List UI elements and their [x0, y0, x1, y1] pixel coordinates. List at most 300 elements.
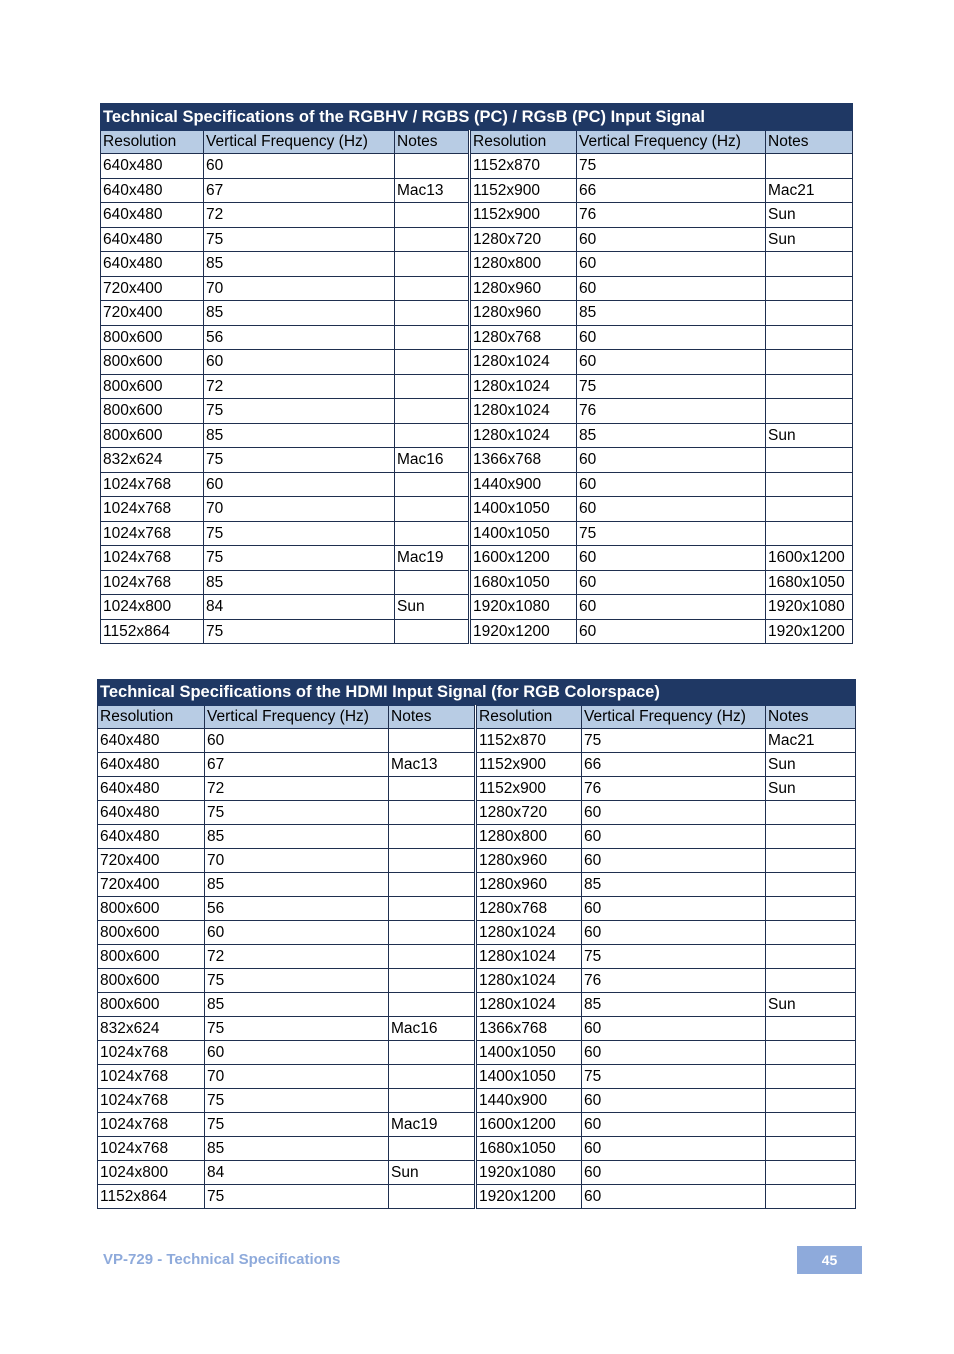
table-cell: [766, 252, 853, 277]
table-cell: [766, 897, 856, 921]
table-cell: 640x480: [98, 753, 205, 777]
table-cell: 1680x1050: [470, 570, 577, 595]
table-cell: 56: [205, 897, 389, 921]
table-cell: 1024x800: [98, 1161, 205, 1185]
table-cell: 800x600: [98, 921, 205, 945]
table-cell: 75: [582, 1065, 766, 1089]
table-cell: 800x600: [98, 969, 205, 993]
table-cell: Mac21: [766, 178, 853, 203]
table-cell: 1280x960: [476, 873, 582, 897]
table-cell: 1440x900: [476, 1089, 582, 1113]
table-cell: 72: [205, 777, 389, 801]
table-row: [98, 753, 856, 777]
table-cell: 1280x720: [470, 227, 577, 252]
table-cell: [389, 1185, 476, 1209]
table-cell: 1280x1024: [476, 969, 582, 993]
table-cell: [766, 1185, 856, 1209]
table-row: [101, 325, 853, 350]
table-cell: [389, 1137, 476, 1161]
column-header: Resolution: [476, 706, 582, 729]
table-cell: 1024x768: [101, 546, 204, 571]
table-cell: 720x400: [101, 301, 204, 326]
table-row: [98, 777, 856, 801]
table-cell: 720x400: [98, 849, 205, 873]
table-row: [98, 801, 856, 825]
table-cell: 720x400: [98, 873, 205, 897]
table-cell: 84: [204, 595, 395, 620]
table-cell: 60: [577, 227, 766, 252]
table-cell: 85: [204, 252, 395, 277]
table-cell: 720x400: [101, 276, 204, 301]
table-cell: Sun: [766, 227, 853, 252]
table-cell: 1152x900: [470, 203, 577, 228]
table-cell: [395, 252, 470, 277]
table-cell: [395, 301, 470, 326]
table-row: [101, 178, 853, 203]
table-cell: 1152x900: [470, 178, 577, 203]
table-cell: 60: [205, 729, 389, 753]
table-cell: 640x480: [98, 825, 205, 849]
table-cell: 1024x768: [98, 1041, 205, 1065]
table-cell: 1280x1024: [476, 945, 582, 969]
table-cell: [766, 945, 856, 969]
table-cell: [389, 873, 476, 897]
table-cell: 800x600: [101, 325, 204, 350]
table-cell: 60: [204, 472, 395, 497]
rgbhv-spec-table-body: [101, 104, 853, 644]
table-row: [98, 1185, 856, 1209]
table-cell: [766, 801, 856, 825]
table-cell: 1280x1024: [470, 399, 577, 424]
table-cell: [395, 399, 470, 424]
table-cell: 60: [582, 921, 766, 945]
table-cell: 640x480: [101, 178, 204, 203]
table-row: [98, 729, 856, 753]
table-cell: 66: [577, 178, 766, 203]
table-cell: [389, 993, 476, 1017]
table-cell: [389, 969, 476, 993]
table-row: [98, 1113, 856, 1137]
table-cell: [766, 301, 853, 326]
table-cell: 1680x1050: [766, 570, 853, 595]
table-row: [98, 1017, 856, 1041]
table-cell: Sun: [766, 753, 856, 777]
table-cell: 60: [582, 825, 766, 849]
table-cell: 67: [204, 178, 395, 203]
table-cell: 832x624: [101, 448, 204, 473]
table-cell: [395, 154, 470, 179]
table-cell: 800x600: [98, 897, 205, 921]
table-cell: 1600x1200: [476, 1113, 582, 1137]
table-cell: 75: [205, 1017, 389, 1041]
table-cell: 800x600: [98, 945, 205, 969]
table-row: [101, 570, 853, 595]
table-cell: 60: [582, 1041, 766, 1065]
table-row: [101, 619, 853, 644]
table-cell: 60: [577, 252, 766, 277]
table-cell: 70: [204, 497, 395, 522]
table-cell: 1152x870: [470, 154, 577, 179]
table-cell: [395, 227, 470, 252]
table-cell: 85: [205, 993, 389, 1017]
table-cell: 800x600: [101, 374, 204, 399]
table-row: [98, 921, 856, 945]
table-cell: 60: [582, 1017, 766, 1041]
table-cell: 1920x1080: [766, 595, 853, 620]
table-cell: Mac16: [395, 448, 470, 473]
table-cell: 800x600: [101, 399, 204, 424]
table-cell: 1280x960: [476, 849, 582, 873]
column-header: Vertical Frequency (Hz): [577, 131, 766, 154]
table-cell: [395, 374, 470, 399]
table-cell: 1024x768: [98, 1065, 205, 1089]
table-cell: 1920x1080: [476, 1161, 582, 1185]
table-cell: 75: [204, 227, 395, 252]
table-cell: Mac19: [395, 546, 470, 571]
table-cell: [766, 1041, 856, 1065]
table-cell: 1920x1200: [470, 619, 577, 644]
table-cell: [766, 921, 856, 945]
table-cell: [395, 325, 470, 350]
table-cell: Mac21: [766, 729, 856, 753]
table-cell: 1152x900: [476, 753, 582, 777]
table-cell: 1280x1024: [476, 993, 582, 1017]
table-cell: 640x480: [101, 203, 204, 228]
table-row: [101, 252, 853, 277]
table-row: [101, 227, 853, 252]
table-cell: 85: [205, 873, 389, 897]
table-row: [98, 1089, 856, 1113]
table-cell: 60: [204, 154, 395, 179]
table-row: [101, 423, 853, 448]
table-cell: 1280x800: [470, 252, 577, 277]
table-cell: 1366x768: [470, 448, 577, 473]
rgbhv-spec-table: [100, 103, 853, 644]
table-cell: [766, 1113, 856, 1137]
table-cell: 75: [204, 399, 395, 424]
table-cell: [766, 276, 853, 301]
table-title: Technical Specifications of the HDMI Input Signal (for RGB Colorspace): [98, 680, 856, 706]
table-cell: 56: [204, 325, 395, 350]
table-cell: [766, 1089, 856, 1113]
table-cell: 640x480: [101, 252, 204, 277]
table-row: [98, 825, 856, 849]
table-cell: 60: [577, 448, 766, 473]
table-cell: 75: [204, 546, 395, 571]
table-cell: 75: [205, 969, 389, 993]
table-cell: 72: [204, 374, 395, 399]
table-cell: 640x480: [98, 801, 205, 825]
table-cell: 1280x800: [476, 825, 582, 849]
table-cell: 60: [205, 921, 389, 945]
footer-title: VP-729 - Technical Specifications: [103, 1251, 341, 1268]
table-cell: [766, 1065, 856, 1089]
table-cell: 75: [205, 1113, 389, 1137]
column-header: Notes: [766, 131, 853, 154]
table-row: [101, 448, 853, 473]
table-cell: 1024x768: [98, 1089, 205, 1113]
table-cell: 75: [577, 154, 766, 179]
table-cell: [766, 1137, 856, 1161]
table-cell: 1152x864: [101, 619, 204, 644]
table-cell: 1024x768: [101, 521, 204, 546]
table-cell: [389, 729, 476, 753]
table-cell: 85: [577, 423, 766, 448]
table-cell: 1280x1024: [470, 350, 577, 375]
table-cell: 640x480: [101, 227, 204, 252]
table-row: [98, 1065, 856, 1089]
table-cell: 640x480: [98, 729, 205, 753]
table-row: [101, 203, 853, 228]
table-cell: 60: [577, 472, 766, 497]
table-cell: 1680x1050: [476, 1137, 582, 1161]
table-row: [98, 873, 856, 897]
table-cell: [766, 1017, 856, 1041]
table-cell: 60: [582, 1185, 766, 1209]
table-cell: 67: [205, 753, 389, 777]
table-cell: 75: [582, 945, 766, 969]
table-cell: 75: [205, 801, 389, 825]
table-cell: 60: [577, 546, 766, 571]
table-row: [101, 276, 853, 301]
page-number: 45: [797, 1246, 862, 1274]
table-cell: 1152x864: [98, 1185, 205, 1209]
column-header: Notes: [395, 131, 470, 154]
table-cell: 60: [582, 1137, 766, 1161]
table-row: [98, 1161, 856, 1185]
table-cell: 800x600: [101, 350, 204, 375]
table-cell: [395, 203, 470, 228]
table-cell: Sun: [395, 595, 470, 620]
table-row: [98, 1137, 856, 1161]
column-header: Vertical Frequency (Hz): [205, 706, 389, 729]
table-cell: 84: [205, 1161, 389, 1185]
table-cell: [766, 849, 856, 873]
table-cell: Mac16: [389, 1017, 476, 1041]
table-cell: 1280x1024: [470, 374, 577, 399]
table-cell: 75: [205, 1089, 389, 1113]
table-cell: 85: [582, 993, 766, 1017]
table-cell: 1280x768: [470, 325, 577, 350]
table-cell: 1152x870: [476, 729, 582, 753]
table-cell: 1280x1024: [470, 423, 577, 448]
table-cell: 60: [582, 1113, 766, 1137]
table-cell: [766, 325, 853, 350]
table-row: [101, 595, 853, 620]
table-cell: [766, 472, 853, 497]
table-cell: 85: [205, 825, 389, 849]
table-cell: Sun: [766, 777, 856, 801]
table-cell: 1024x768: [101, 570, 204, 595]
table-row: [98, 849, 856, 873]
table-cell: [389, 945, 476, 969]
table-cell: 1400x1050: [470, 521, 577, 546]
table-header-row: [101, 131, 853, 154]
table-cell: [766, 1161, 856, 1185]
table-cell: 1440x900: [470, 472, 577, 497]
table-row: [101, 546, 853, 571]
table-title-row: [101, 104, 853, 131]
table-cell: [389, 921, 476, 945]
table-cell: 72: [205, 945, 389, 969]
table-cell: [389, 897, 476, 921]
table-cell: 76: [577, 203, 766, 228]
table-cell: [766, 497, 853, 522]
table-cell: [389, 1089, 476, 1113]
table-cell: [395, 423, 470, 448]
table-cell: 60: [582, 897, 766, 921]
table-row: [98, 969, 856, 993]
table-cell: Mac19: [389, 1113, 476, 1137]
table-cell: 85: [204, 301, 395, 326]
column-header: Vertical Frequency (Hz): [582, 706, 766, 729]
table-cell: 60: [577, 497, 766, 522]
table-cell: 75: [204, 619, 395, 644]
table-cell: 75: [577, 374, 766, 399]
table-cell: 85: [582, 873, 766, 897]
table-cell: [766, 521, 853, 546]
table-cell: 70: [205, 1065, 389, 1089]
table-cell: 60: [204, 350, 395, 375]
table-cell: Mac13: [389, 753, 476, 777]
table-cell: Sun: [766, 203, 853, 228]
table-cell: [389, 825, 476, 849]
table-cell: Sun: [766, 993, 856, 1017]
table-cell: 1400x1050: [476, 1041, 582, 1065]
table-cell: 1920x1200: [476, 1185, 582, 1209]
table-cell: [766, 399, 853, 424]
table-title: Technical Specifications of the RGBHV / RGBS (PC) / RGsB (PC) Input Signal: [101, 104, 853, 131]
table-cell: 60: [582, 849, 766, 873]
table-cell: 75: [582, 729, 766, 753]
table-cell: 76: [582, 969, 766, 993]
table-cell: 85: [204, 423, 395, 448]
table-cell: 1920x1200: [766, 619, 853, 644]
table-cell: 1024x768: [101, 472, 204, 497]
column-header: Resolution: [98, 706, 205, 729]
table-cell: 1024x768: [98, 1113, 205, 1137]
table-cell: 76: [582, 777, 766, 801]
column-header: Notes: [389, 706, 476, 729]
table-row: [101, 399, 853, 424]
table-cell: 76: [577, 399, 766, 424]
table-cell: [766, 350, 853, 375]
table-cell: [389, 777, 476, 801]
table-cell: [766, 873, 856, 897]
table-row: [98, 1041, 856, 1065]
table-row: [101, 521, 853, 546]
table-cell: [766, 374, 853, 399]
table-cell: [389, 849, 476, 873]
table-cell: 1280x960: [470, 276, 577, 301]
table-cell: Mac13: [395, 178, 470, 203]
table-cell: Sun: [389, 1161, 476, 1185]
table-cell: [766, 825, 856, 849]
table-cell: 640x480: [101, 154, 204, 179]
table-cell: 1024x768: [101, 497, 204, 522]
table-cell: 60: [577, 350, 766, 375]
table-cell: 60: [582, 1161, 766, 1185]
table-cell: 85: [205, 1137, 389, 1161]
table-cell: [389, 1065, 476, 1089]
table-cell: [395, 570, 470, 595]
table-row: [101, 472, 853, 497]
table-cell: 75: [204, 521, 395, 546]
table-row: [101, 154, 853, 179]
table-row: [98, 897, 856, 921]
table-cell: [389, 801, 476, 825]
table-cell: 60: [582, 1089, 766, 1113]
table-cell: [395, 619, 470, 644]
table-cell: 85: [204, 570, 395, 595]
column-header: Notes: [766, 706, 856, 729]
table-cell: 60: [577, 325, 766, 350]
table-cell: 800x600: [98, 993, 205, 1017]
table-cell: [766, 154, 853, 179]
table-row: [101, 350, 853, 375]
hdmi-spec-table-body: [98, 680, 856, 1209]
table-header-row: [98, 706, 856, 729]
table-cell: 1600x1200: [766, 546, 853, 571]
table-title-row: [98, 680, 856, 706]
table-cell: 1400x1050: [470, 497, 577, 522]
table-cell: 1280x720: [476, 801, 582, 825]
table-cell: 60: [582, 801, 766, 825]
table-cell: 1152x900: [476, 777, 582, 801]
table-cell: 1600x1200: [470, 546, 577, 571]
table-cell: [395, 276, 470, 301]
table-cell: 75: [205, 1185, 389, 1209]
hdmi-spec-table: [97, 679, 856, 1209]
table-cell: 1280x1024: [476, 921, 582, 945]
table-row: [101, 497, 853, 522]
table-row: [101, 374, 853, 399]
table-cell: 75: [577, 521, 766, 546]
table-cell: 60: [577, 619, 766, 644]
table-cell: 70: [204, 276, 395, 301]
table-cell: 1280x768: [476, 897, 582, 921]
table-cell: [395, 497, 470, 522]
table-cell: 60: [205, 1041, 389, 1065]
table-cell: 1400x1050: [476, 1065, 582, 1089]
table-cell: [395, 350, 470, 375]
table-cell: 72: [204, 203, 395, 228]
table-cell: [766, 448, 853, 473]
table-cell: 1920x1080: [470, 595, 577, 620]
table-cell: 800x600: [101, 423, 204, 448]
table-cell: [395, 472, 470, 497]
table-cell: 70: [205, 849, 389, 873]
column-header: Vertical Frequency (Hz): [204, 131, 395, 154]
table-cell: 1024x768: [98, 1137, 205, 1161]
table-row: [98, 945, 856, 969]
table-cell: 1024x800: [101, 595, 204, 620]
table-cell: [395, 521, 470, 546]
table-cell: Sun: [766, 423, 853, 448]
column-header: Resolution: [470, 131, 577, 154]
table-cell: [389, 1041, 476, 1065]
table-cell: 60: [577, 276, 766, 301]
table-cell: 832x624: [98, 1017, 205, 1041]
table-row: [98, 993, 856, 1017]
table-cell: 640x480: [98, 777, 205, 801]
column-header: Resolution: [101, 131, 204, 154]
table-cell: 75: [204, 448, 395, 473]
table-cell: 1366x768: [476, 1017, 582, 1041]
table-cell: 66: [582, 753, 766, 777]
table-cell: 60: [577, 595, 766, 620]
table-cell: 85: [577, 301, 766, 326]
